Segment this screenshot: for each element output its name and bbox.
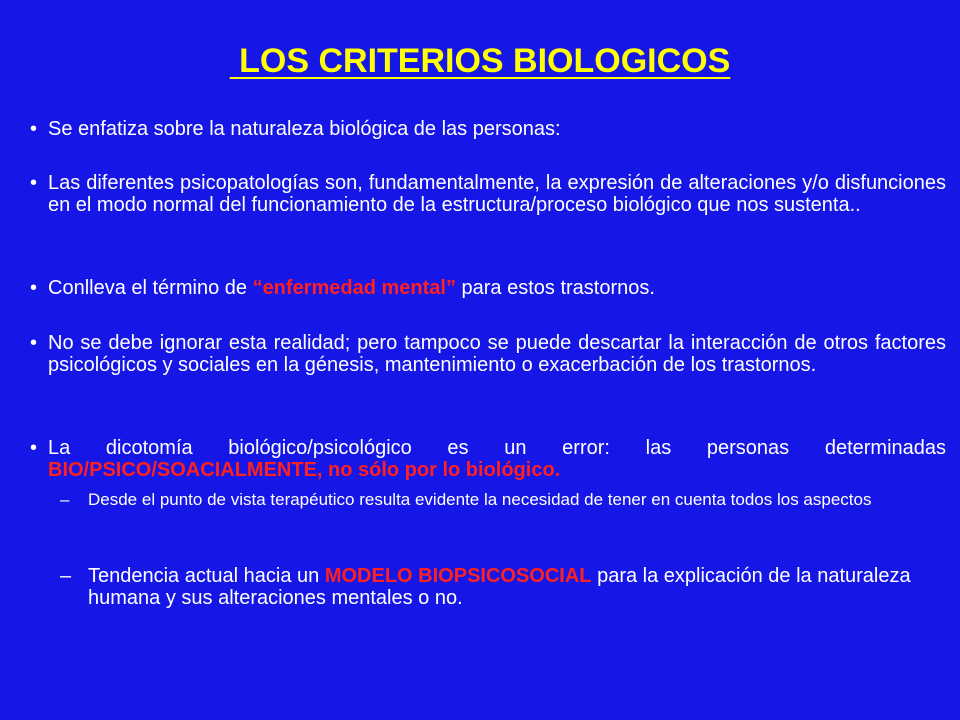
- highlight-enfermedad-mental: “enfermedad mental”: [252, 277, 456, 299]
- bullet-icon: •: [30, 437, 38, 459]
- sub-bullet-text: [88, 565, 948, 609]
- bullet-text-part: La dicotomía biológico/psicológico es un error: las personas determinadas: [48, 437, 946, 459]
- sub-bullet-text-part: Tendencia actual hacia un: [88, 565, 325, 587]
- bullet-text: No se debe ignorar esta realidad; pero tampoco se puede descartar la interacción de otros factores psicológicos y sociales en la génesis, mantenimiento o exacerbación de los trastornos.: [48, 332, 946, 376]
- sub-bullet-text: Desde el punto de vista terapéutico resulta evidente la necesidad de tener en cuenta todos los aspectos: [88, 490, 872, 509]
- dash-icon: –: [60, 490, 70, 509]
- bullet-icon: •: [30, 332, 38, 354]
- bullet-text: [48, 277, 946, 299]
- highlight-modelo-biopsicosocial: MODELO BIOPSICOSOCIAL: [324, 565, 592, 587]
- dash-icon: –: [60, 565, 72, 587]
- bullet-icon: •: [30, 277, 38, 299]
- sub-bullet-text-part: para la explicación de la naturaleza humana y sus alteraciones mentales o no.: [88, 565, 911, 609]
- bullet-text: Las diferentes psicopatologías son, fundamentalmente, la expresión de alteraciones y/o disfunciones en el modo normal del funcionamiento de la estructura/proceso biológico que nos sustenta..: [48, 172, 946, 216]
- bullet-text: [48, 437, 946, 481]
- bullet-text-part: para estos trastornos.: [455, 277, 655, 299]
- highlight-biopsicosocial-determinacion: BIO/PSICO/SOACIALMENTE, no sólo por lo biológico.: [48, 459, 561, 481]
- bullet-text: Se enfatiza sobre la naturaleza biológica de las personas:: [48, 118, 561, 140]
- bullet-icon: •: [30, 118, 38, 140]
- slide-title: LOS CRITERIOS BIOLOGICOS: [229, 42, 731, 80]
- bullet-text-part: Conlleva el término de: [48, 277, 253, 299]
- bullet-icon: •: [30, 172, 38, 194]
